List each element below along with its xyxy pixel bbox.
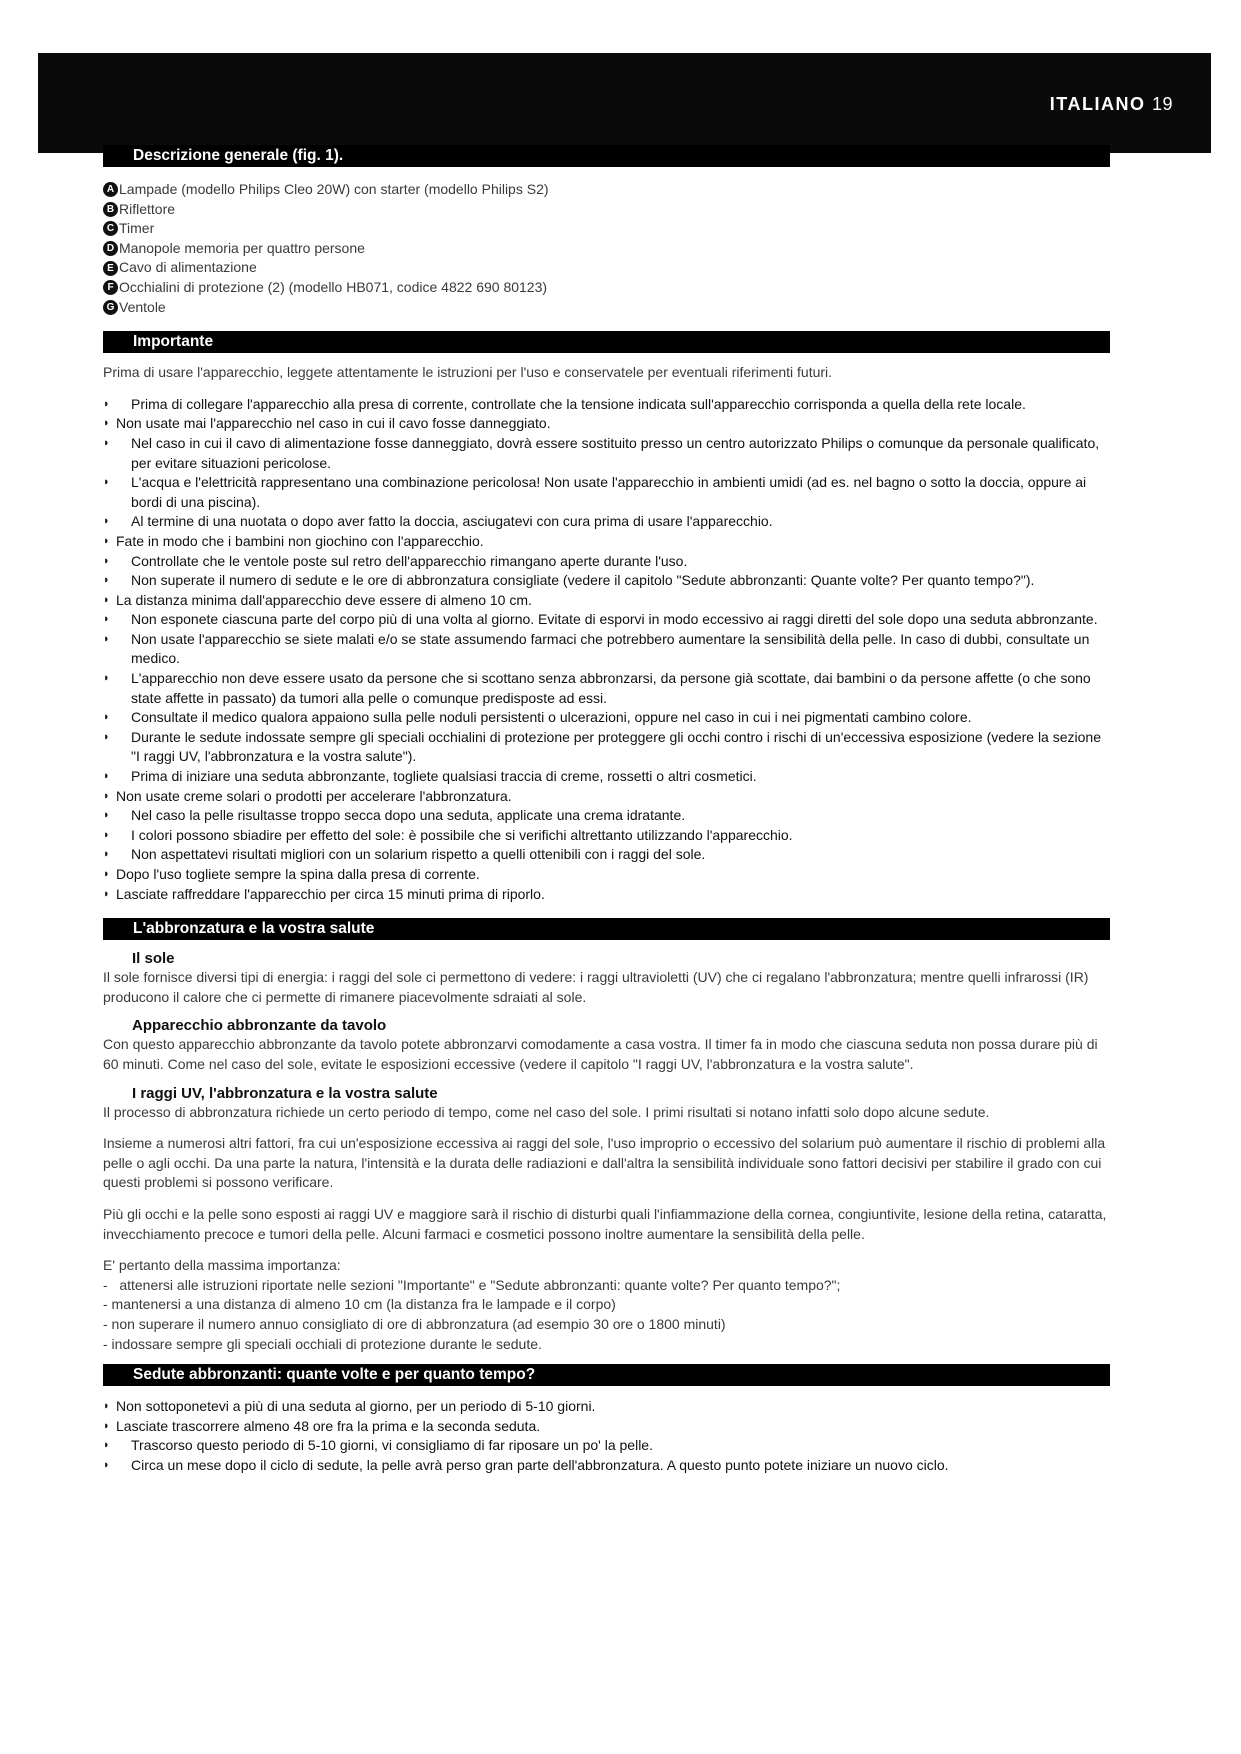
legend-text: Lampade (modello Philips Cleo 20W) con starter (modello Philips S2)	[119, 181, 549, 197]
list-item-text: Fate in modo che i bambini non giochino con l'apparecchio.	[116, 532, 484, 549]
letter-badge-icon: C	[103, 221, 118, 236]
importanza-item: - attenersi alle istruzioni riportate nelle sezioni "Importante" e "Sedute abbronzanti: quante volte? Per quanto tempo?";	[103, 1276, 841, 1293]
list-item-text: Non esponete ciascuna parte del corpo più di una volta al giorno. Evitate di esporvi in modo eccessivo ai raggi diretti del sole dopo una seduta abbronzante.	[131, 611, 1098, 628]
list-item-text: Non usate l'apparecchio se siete malati e/o se state assumendo farmaci che potrebbero aumentare la sensibilità della pelle. In caso di dubbi, consultate un medico.	[131, 630, 1090, 667]
subheading-raggi-uv: I raggi UV, l'abbronzatura e la vostra salute	[132, 1084, 438, 1102]
legend-item	[103, 180, 1110, 200]
bullet-icon: ◗	[103, 613, 110, 626]
legend-text: Ventole	[119, 298, 166, 315]
list-item-text: I colori possono sbiadire per effetto del sole: è possibile che si verifichi altrettanto utilizzando l'apparecchio.	[131, 826, 793, 843]
list-item-text: Non sottoponetevi a più di una seduta al giorno, per un periodo di 5-10 giorni.	[116, 1398, 596, 1415]
list-item-text: Non usate mai l'apparecchio nel caso in cui il cavo fosse danneggiato.	[116, 415, 551, 432]
uv-paragraph: Più gli occhi e la pelle sono esposti ai raggi UV e maggiore sarà il rischio di disturbi quali l'infiammazione della cornea, congiuntivite, lesione della retina, cataratta, invecchiamento precoce e tumori della pelle. Alcuni farmaci e cosmetici possono inoltre aumentare la sensibilità della pelle.	[103, 1205, 1107, 1242]
list-item-text: Prima di iniziare una seduta abbronzante, togliete qualsiasi traccia di creme, rossetti o altri cosmetici.	[131, 768, 757, 785]
importanza-item: - mantenersi a una distanza di almeno 10 cm (la distanza fra le lampade e il corpo)	[103, 1296, 616, 1313]
legend-text: Manopole memoria per quattro persone	[119, 239, 365, 256]
section-header-sedute: Sedute abbronzanti: quante volte e per quanto tempo?	[103, 1364, 1110, 1386]
list-item	[103, 767, 1110, 787]
bullet-icon: ◗	[103, 868, 110, 880]
importante-list	[103, 395, 1110, 904]
importanza-block	[103, 1256, 1110, 1354]
list-item-text: Consultate il medico qualora appaiono sulla pelle noduli persistenti o ulcerazioni, oppure nel caso in cui i nei pigmentati cambino colore.	[131, 709, 972, 726]
bullet-icon: ◗	[103, 672, 110, 685]
list-item-text: Controllate che le ventole poste sul retro dell'apparecchio rimangano aperte durante l'uso.	[131, 552, 688, 569]
bullet-icon: ◗	[103, 593, 110, 606]
legend-text: Timer	[119, 220, 155, 237]
list-item	[103, 669, 1110, 708]
letter-badge-icon: A	[103, 182, 118, 197]
sedute-list	[103, 1397, 1110, 1475]
page-content	[103, 145, 1110, 1475]
list-item	[103, 414, 1110, 434]
list-item-text: L'acqua e l'elettricità rappresentano una combinazione pericolosa! Non usate l'apparecchio in ambienti umidi (ad es. nel bagno o sotto la doccia, oppure ai bordi di una piscina).	[131, 474, 1087, 510]
bullet-icon: ◗	[103, 711, 110, 724]
bullet-icon: ◗	[103, 730, 110, 743]
list-item	[103, 885, 1110, 905]
legend-item	[103, 219, 1110, 239]
bullet-icon: ◗	[103, 809, 110, 822]
legend-item	[103, 298, 1110, 318]
letter-badge-icon: B	[103, 202, 118, 217]
bullet-icon: ◗	[103, 1419, 110, 1432]
list-item	[103, 787, 1110, 807]
legend-text: Riflettore	[119, 200, 176, 217]
list-item	[103, 571, 1110, 591]
list-item	[103, 395, 1110, 415]
list-item-text: Trascorso questo periodo di 5-10 giorni, vi consigliamo di far riposare un po' la pelle.	[131, 1437, 653, 1454]
legend-item	[103, 200, 1110, 220]
legend-text: Cavo di alimentazione	[119, 259, 257, 276]
list-item	[103, 865, 1110, 885]
list-item	[103, 708, 1110, 728]
parts-legend	[103, 180, 1110, 317]
subheading-apparecchio: Apparecchio abbronzante da tavolo	[132, 1017, 387, 1035]
bullet-icon: ◗	[103, 534, 110, 547]
importanza-item: - indossare sempre gli speciali occhiali di protezione durante le sedute.	[103, 1335, 542, 1352]
bullet-icon: ◗	[103, 1439, 110, 1452]
section-header-descrizione: Descrizione generale (fig. 1).	[103, 145, 1110, 167]
bullet-icon: ◗	[103, 1400, 110, 1413]
bullet-icon: ◗	[103, 476, 110, 489]
sole-paragraph: Il sole fornisce diversi tipi di energia: i raggi del sole ci permettono di vedere: i raggi ultravioletti (UV) che ci regalano l'abbronzatura; mentre quelli infrarossi (IR) producono il calore che ci permette di rimanere piacevolmente sdraiati al sole.	[103, 969, 1089, 1005]
letter-badge-icon: F	[103, 280, 118, 295]
list-item	[103, 1417, 1110, 1437]
list-item	[103, 845, 1110, 865]
legend-item	[103, 258, 1110, 278]
list-item	[103, 1436, 1110, 1456]
bullet-icon: ◗	[103, 574, 110, 587]
bullet-icon: ◗	[103, 632, 110, 645]
bullet-icon: ◗	[103, 848, 110, 861]
page-number: 19	[1151, 94, 1173, 114]
list-item-text: Prima di collegare l'apparecchio alla presa di corrente, controllate che la tensione indicata sull'apparecchio corrisponda a quella della rete locale.	[131, 395, 1026, 412]
list-item	[103, 512, 1110, 532]
bullet-icon: ◗	[103, 397, 110, 410]
importanza-item: - non superare il numero annuo consigliato di ore di abbronzatura (ad esempio 30 ore o 1800 minuti)	[103, 1315, 726, 1332]
uv-paragraph: Il processo di abbronzatura richiede un certo periodo di tempo, come nel caso del sole. I primi risultati si notano infatti solo dopo alcune sedute.	[103, 1103, 990, 1120]
list-item-text: Non superate il numero di sedute e le ore di abbronzatura consigliate (vedere il capitolo "Sedute abbronzanti: Quante volte? Per quanto tempo?").	[131, 572, 1035, 589]
list-item-text: Lasciate trascorrere almeno 48 ore fra la prima e la seconda seduta.	[116, 1417, 541, 1434]
bullet-icon: ◗	[103, 770, 110, 783]
legend-text: Occhialini di protezione (2) (modello HB071, codice 4822 690 80123)	[119, 278, 548, 295]
bullet-icon: ◗	[103, 887, 110, 900]
list-item-text: Dopo l'uso togliete sempre la spina dalla presa di corrente.	[116, 866, 480, 882]
list-item	[103, 826, 1110, 846]
list-item	[103, 806, 1110, 826]
letter-badge-icon: G	[103, 300, 118, 315]
list-item-text: Al termine di una nuotata o dopo aver fatto la doccia, asciugatevi con cura prima di usare l'apparecchio.	[131, 513, 773, 530]
list-item	[103, 610, 1110, 630]
list-item	[103, 591, 1110, 611]
subheading-sole: Il sole	[132, 950, 175, 968]
bullet-icon: ◗	[103, 515, 110, 528]
list-item-text: Non aspettatevi risultati migliori con un solarium rispetto a quelli ottenibili con i raggi del sole.	[131, 846, 706, 863]
list-item-text: Nel caso la pelle risultasse troppo secca dopo una seduta, applicate una crema idratante.	[131, 807, 686, 824]
section-header-importante: Importante	[103, 331, 1110, 353]
list-item-text: Durante le sedute indossate sempre gli speciali occhialini di protezione per proteggere gli occhi contro i rischi di un'eccessiva esposizione (vedere la sezione "I raggi UV, l'abbronzatura e la vostra salute").	[131, 728, 1101, 765]
legend-item	[103, 278, 1110, 298]
importanza-intro: E' pertanto della massima importanza:	[103, 1257, 341, 1274]
list-item	[103, 532, 1110, 552]
list-item-text: L'apparecchio non deve essere usato da persone che si scottano senza abbronzarsi, da persone già scottate, dai bambini o da persone affette (o che sono state affette in passato) da tumori alla pelle o comunque predisposte ad essi.	[131, 670, 1091, 706]
list-item	[103, 630, 1110, 669]
bullet-icon: ◗	[103, 554, 110, 567]
uv-paragraph: Insieme a numerosi altri fattori, fra cui un'esposizione eccessiva ai raggi del sole, l'uso improprio o eccessivo del solarium può aumentare il rischio di problemi alla pelle o agli occhi. Da una parte la natura, l'intensità e la durata delle radiazioni e dall'altra la sensibilità individuale sono fattori decisivi per stabilire il grado con cui questi problemi si possono verificare.	[103, 1135, 1106, 1191]
section-header-salute: L'abbronzatura e la vostra salute	[103, 918, 1110, 940]
list-item-text: La distanza minima dall'apparecchio deve essere di almeno 10 cm.	[116, 591, 532, 608]
list-item-text: Circa un mese dopo il ciclo di sedute, la pelle avrà perso gran parte dell'abbronzatura. A questo punto potete iniziare un nuovo ciclo.	[131, 1456, 949, 1473]
list-item	[103, 1456, 1110, 1476]
letter-badge-icon: D	[103, 241, 118, 256]
letter-badge-icon: E	[103, 261, 118, 276]
list-item	[103, 434, 1110, 473]
list-item-text: Non usate creme solari o prodotti per accelerare l'abbronzatura.	[116, 787, 512, 804]
list-item-text: Lasciate raffreddare l'apparecchio per circa 15 minuti prima di riporlo.	[116, 885, 545, 902]
apparecchio-paragraph: Con questo apparecchio abbronzante da tavolo potete abbronzarvi comodamente a casa vostra. Il timer fa in modo che ciascuna seduta non possa durare più di 60 minuti. Come nel caso del sole, evitate le esposizioni eccessive (vedere il capitolo "I raggi UV, l'abbronzatura e la vostra salute".	[103, 1036, 1098, 1072]
list-item	[103, 473, 1110, 512]
language-label: ITALIANO	[1049, 94, 1146, 114]
bullet-icon: ◗	[103, 436, 110, 449]
list-item	[103, 728, 1110, 767]
bullet-icon: ◗	[103, 828, 110, 841]
importante-intro: Prima di usare l'apparecchio, leggete attentamente le istruzioni per l'uso e conservatele per eventuali riferimenti futuri.	[103, 364, 833, 381]
bullet-icon: ◗	[103, 1458, 110, 1471]
list-item-text: Nel caso in cui il cavo di alimentazione fosse danneggiato, dovrà essere sostituito presso un centro autorizzato Philips o comunque da personale qualificato, per evitare situazioni pericolose.	[131, 434, 1100, 471]
list-item	[103, 552, 1110, 572]
page-label	[1050, 94, 1173, 115]
bullet-icon: ◗	[103, 417, 110, 430]
list-item	[103, 1397, 1110, 1417]
bullet-icon: ◗	[103, 789, 110, 802]
legend-item	[103, 239, 1110, 259]
page-header-bar	[38, 53, 1211, 153]
